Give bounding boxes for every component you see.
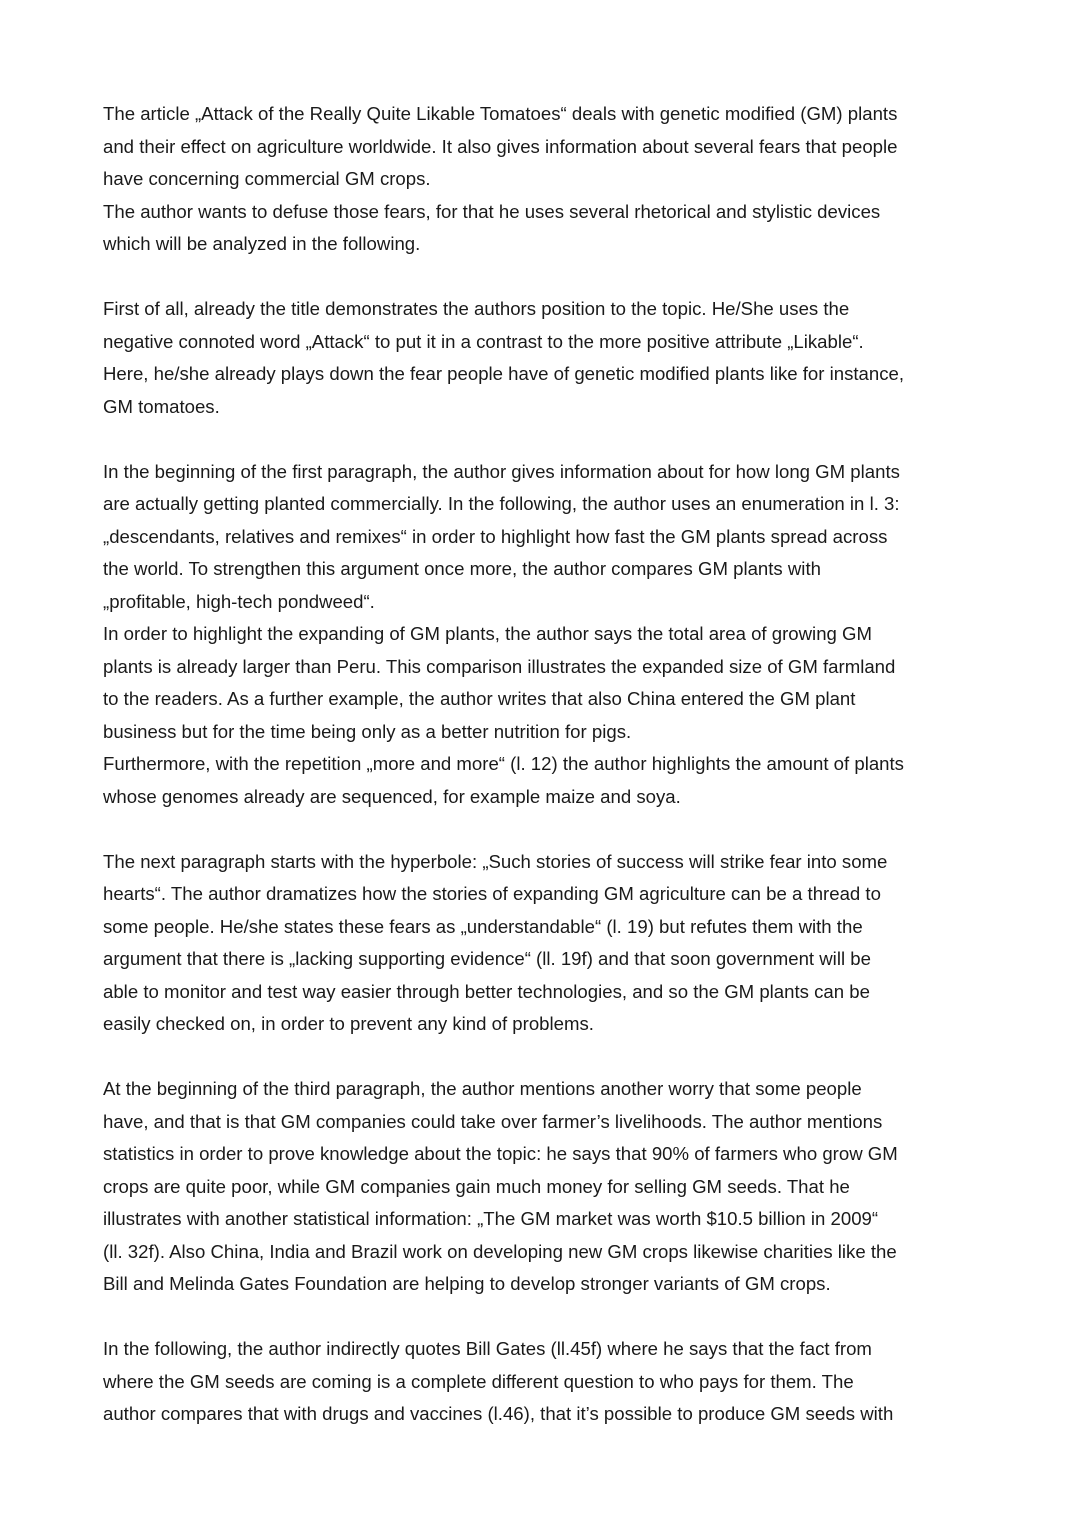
text-line: The author wants to defuse those fears, for that he uses several rhetorical and stylistic devices	[103, 200, 881, 222]
text-line: argument that there is „lacking supporting evidence“ (ll. 19f) and that soon government will be	[103, 948, 871, 969]
text-line: statistics in order to prove knowledge about the topic: he says that 90% of farmers who grow GM	[103, 1143, 898, 1164]
text-line: In order to highlight the expanding of GM plants, the author says the total area of growing GM	[103, 623, 872, 644]
text-line: easily checked on, in order to prevent any kind of problems.	[103, 1013, 594, 1034]
text-line: In the beginning of the first paragraph, the author gives information about for how long GM plants	[103, 460, 900, 482]
text-line: negative connoted word „Attack“ to put it in a contrast to the more positive attribute „Likable“.	[103, 330, 864, 352]
text-line: GM tomatoes.	[103, 395, 220, 417]
paragraph-third-section-analysis	[103, 1073, 983, 1301]
text-line: to the readers. As a further example, the author writes that also China entered the GM plant	[103, 688, 856, 709]
text-line: The next paragraph starts with the hyperbole: „Such stories of success will strike fear into some	[103, 850, 888, 872]
text-line: able to monitor and test way easier through better technologies, and so the GM plants can be	[103, 980, 870, 1002]
text-line: where the GM seeds are coming is a complete different question to who pays for them. The	[103, 1370, 854, 1392]
text-line: and their effect on agriculture worldwide. It also gives information about several fears that people	[103, 135, 898, 157]
text-line: business but for the time being only as a better nutrition for pigs.	[103, 720, 632, 742]
text-line: (ll. 32f). Also China, India and Brazil work on developing new GM crops likewise charities like the	[103, 1240, 897, 1262]
text-line: illustrates with another statistical information: „The GM market was worth $10.5 billion in 2009“	[103, 1208, 879, 1229]
paragraph-second-section-analysis	[103, 846, 983, 1041]
text-line: First of all, already the title demonstrates the authors position to the topic. He/She uses the	[103, 298, 850, 319]
text-line: „descendants, relatives and remixes“ in order to highlight how fast the GM plants spread across	[103, 525, 888, 547]
paragraph-first-section-analysis	[103, 456, 983, 814]
text-line: which will be analyzed in the following.	[103, 233, 421, 254]
paragraph-title-analysis	[103, 293, 983, 423]
paragraph-introduction	[103, 98, 983, 261]
text-line: „profitable, high-tech pondweed“.	[103, 590, 375, 612]
text-line: In the following, the author indirectly quotes Bill Gates (ll.45f) where he says that the fact from	[103, 1338, 872, 1359]
text-line: are actually getting planted commercially. In the following, the author uses an enumeration in l. 3:	[103, 493, 900, 514]
text-line: some people. He/she states these fears as „understandable“ (l. 19) but refutes them with the	[103, 915, 863, 937]
text-line: have, and that is that GM companies could take over farmer’s livelihoods. The author mentions	[103, 1110, 883, 1132]
text-line: Bill and Melinda Gates Foundation are helping to develop stronger variants of GM crops.	[103, 1273, 831, 1294]
text-line: crops are quite poor, while GM companies gain much money for selling GM seeds. That he	[103, 1175, 850, 1197]
text-line: the world. To strengthen this argument once more, the author compares GM plants with	[103, 558, 821, 579]
text-line: hearts“. The author dramatizes how the stories of expanding GM agriculture can be a thread to	[103, 883, 881, 904]
text-line: At the beginning of the third paragraph, the author mentions another worry that some people	[103, 1078, 862, 1099]
paragraph-bill-gates-analysis	[103, 1333, 983, 1431]
text-line: plants is already larger than Peru. This comparison illustrates the expanded size of GM farmland	[103, 655, 896, 677]
document-page	[103, 98, 983, 1463]
text-line: Furthermore, with the repetition „more and more“ (l. 12) the author highlights the amount of plants	[103, 753, 904, 774]
text-line: have concerning commercial GM crops.	[103, 168, 431, 189]
text-line: The article „Attack of the Really Quite Likable Tomatoes“ deals with genetic modified (GM) plants	[103, 103, 898, 124]
text-line: author compares that with drugs and vaccines (l.46), that it’s possible to produce GM seeds with	[103, 1403, 894, 1424]
text-line: Here, he/she already plays down the fear people have of genetic modified plants like for instance,	[103, 363, 905, 384]
text-line: whose genomes already are sequenced, for example maize and soya.	[103, 785, 681, 807]
